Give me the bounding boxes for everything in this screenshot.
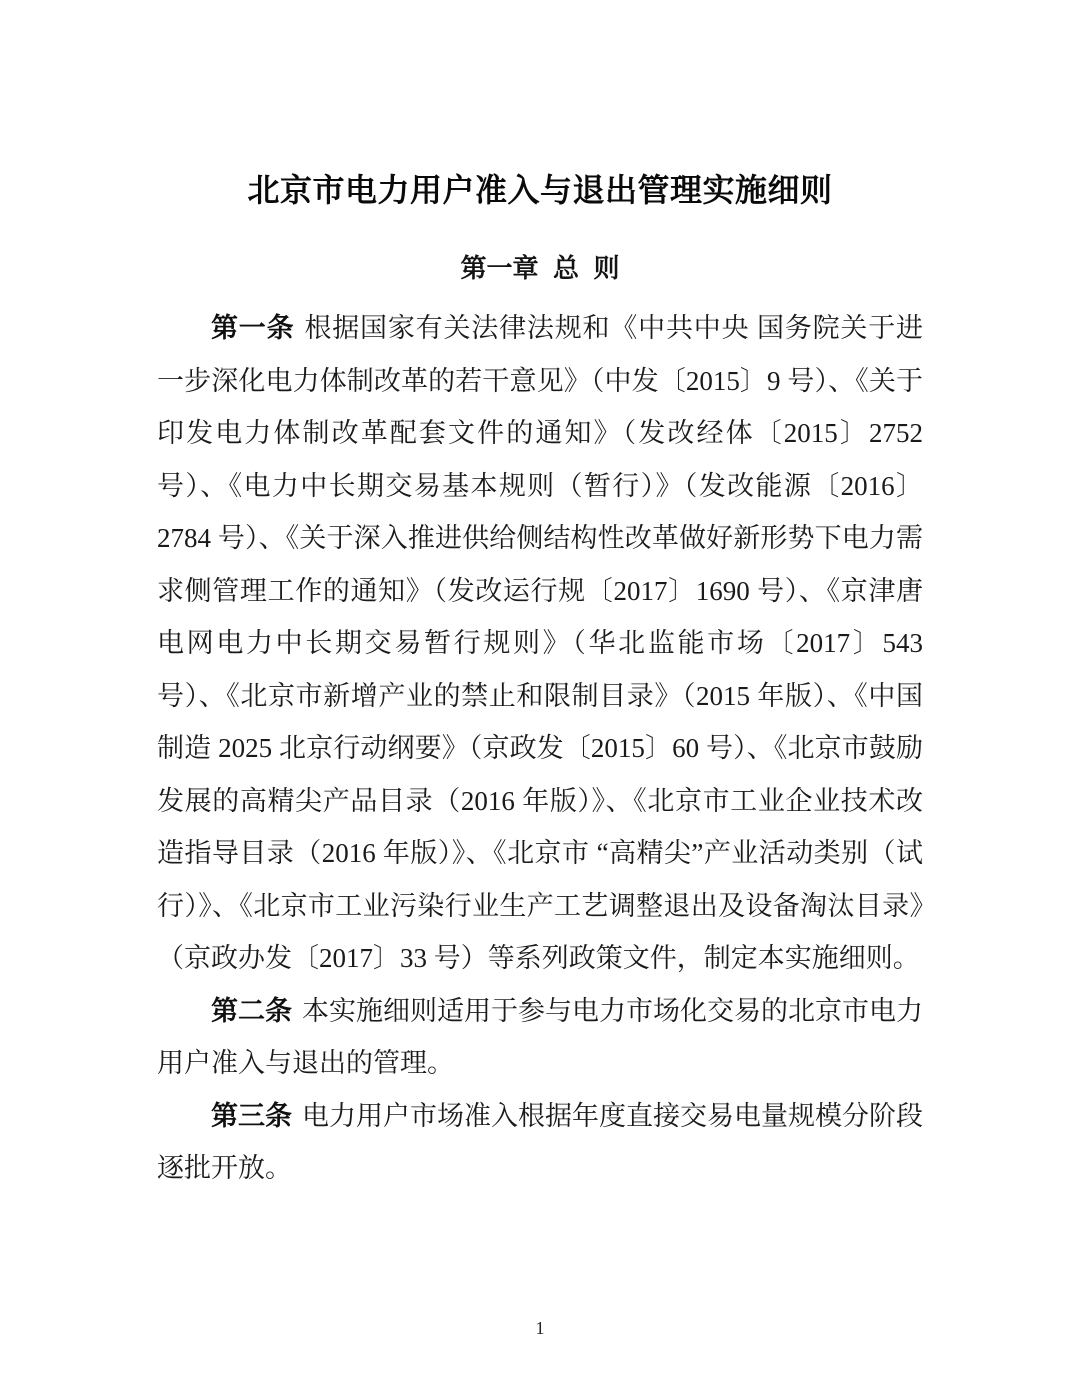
paragraph-text: 本实施细则适用于参与电力市场化交易的北京市电力用户准入与退出的管理。 (157, 995, 923, 1078)
document-body (157, 302, 923, 1195)
paragraph-text: 电力用户市场准入根据年度直接交易电量规模分阶段逐批开放。 (157, 1100, 923, 1183)
page-number: 1 (535, 1318, 545, 1338)
chapter-heading: 第一章 总 则 (460, 254, 620, 283)
paragraph (157, 1090, 923, 1195)
paragraph (157, 302, 923, 985)
paragraph-text: 根据国家有关法律法规和《中共中央 国务院关于进一步深化电力体制改革的若干意见》（中发〔2015〕9 号）、《关于印发电力体制改革配套文件的通知》（发改经体〔2015〕2752 号）、《电力中长期交易基本规则（暂行）》（发改能源〔2016〕2784 号）、《关于深入推进供给侧结构性改革做好新形势下电力需求侧管理工作的通知》（发改运行规〔2017〕1690 号）、《京津唐电网电力中长期交易暂行规则》（华北监能市场〔2017〕543 号）、《北京市新增产业的禁止和限制目录》（2015 年版）、《中国制造 2025 北京行动纲要》（京政发〔2015〕60 号）、《北京市鼓励发展的高精尖产品目录（2016 年版）》、《北京市工业企业技术改造指导目录（2016 年版）》、《北京市 “高精尖”产业活动类别（试行）》、《北京市工业污染行业生产工艺调整退出及设备淘汰目录》（京政办发〔2017〕33 号）等系列政策文件，制定本实施细则。 (157, 313, 924, 973)
article-lead: 第三条 (211, 1100, 292, 1131)
article-lead: 第二条 (211, 995, 292, 1026)
paragraph (157, 985, 923, 1090)
article-lead: 第一条 (211, 313, 295, 343)
page-title: 北京市电力用户准入与退出管理实施细则 (247, 172, 833, 208)
